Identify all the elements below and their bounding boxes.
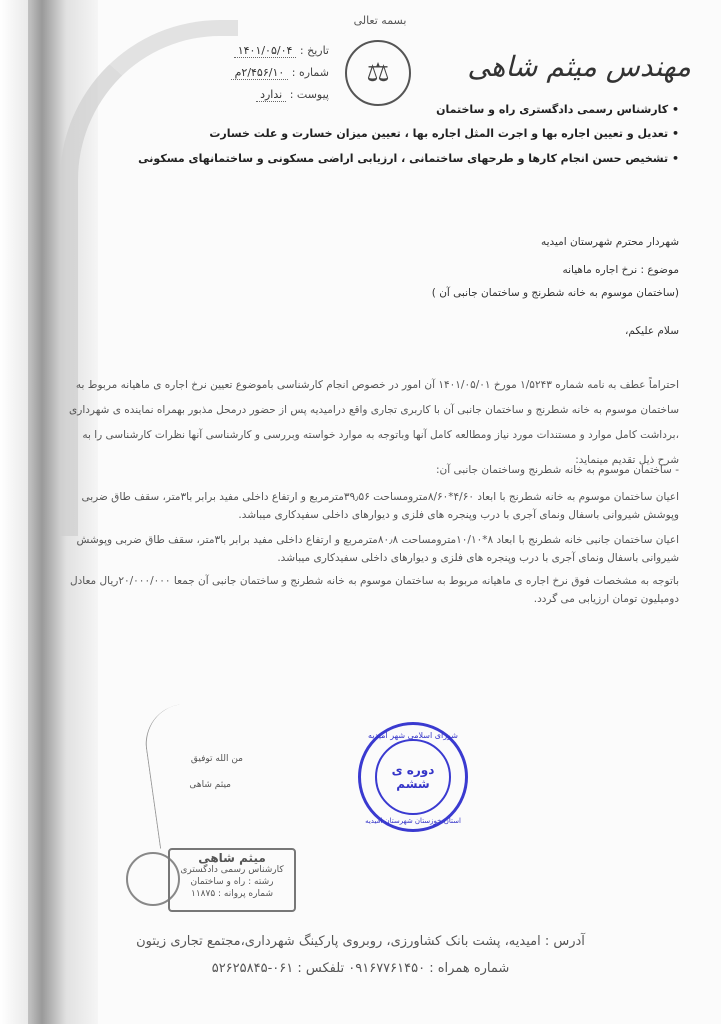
service-bullet: • تعدیل و تعیین اجاره بها و اجرت المثل اجاره بها ، تعیین میزان خسارت و علت خسارت bbox=[209, 127, 679, 140]
service-bullet: • کارشناس رسمی دادگستری راه و ساختمان bbox=[436, 103, 679, 116]
body-paragraph: اعیان ساختمان موسوم به خانه شطرنج با ابعاد ۴/۶۰*۸/۶۰مترومساحت ۳۹٫۵۶مترمربع و ارتفاع داخلی مفید برابر با۳متر، سقف طاق ضربی وپوشش شیروانی باسفال ونمای آجری با درب وپنجره های فلزی و دیوارهای داخلی سفیدکاری میباشد. bbox=[81, 491, 679, 521]
number-value: ۲/۴۵۶/۱۰م bbox=[231, 66, 289, 80]
council-seal bbox=[358, 722, 468, 832]
seal-top-text: شورای اسلامی شهر امیدیه bbox=[368, 731, 458, 740]
attachment-field bbox=[256, 88, 329, 101]
seal-bottom-text: استان خوزستان شهرستان امیدیه bbox=[365, 817, 461, 825]
body-paragraph: باتوجه به مشخصات فوق نرخ اجاره ی ماهیانه مربوط به ساختمان موسوم به خانه شطرنج و ساختمان جانبی آن جمعا ۲۰/۰۰۰/۰۰۰ریال معادل دومیلیون تومان ارزیابی می گردد. bbox=[69, 575, 679, 605]
stamp-name: میثم شاهی bbox=[198, 851, 266, 865]
footer-address: آدرس : امیدیه، پشت بانک کشاورزی، روبروی پارکینگ شهرداری،مجتمع تجاری زیتون bbox=[136, 934, 585, 949]
body-paragraph: احتراماً عطف به نامه شماره ۱/۵۲۴۳ مورخ ۱۴۰۱/۰۵/۰۱ آن امور در خصوص انجام کارشناسی باموضوع تعیین نرخ اجاره ی ماهیانه مربوط به ساختمان موسوم به خانه شطرنج و ساختمان جانبی آن با کاربری تجاری واقع درامیدیه پس از حضور درمحل مذبور بهمراه نماینده ی شهرداری ،برداشت کامل موارد و مستندات مورد نیاز ومطالعه کامل آنها وباتوجه به موارد خواسته وبررسی و کارشناسی آنها نظرات کارشناسی را به شرح ذیل تقدیم مینماید: bbox=[69, 379, 679, 466]
footer-phones: شماره همراه : ۰۹۱۶۷۷۶۱۴۵۰ تلفکس : ۰۶۱-۵۲۶۲۵۸۴۵ bbox=[211, 961, 510, 976]
bismillah: بسمه تعالی bbox=[353, 14, 407, 27]
stamp-license: شماره پروانه : ۱۱۸۷۵ bbox=[191, 889, 273, 899]
seal-center-text: دوره ی ششم bbox=[375, 739, 451, 815]
recipient: شهردار محترم شهرستان امیدیه bbox=[540, 236, 679, 248]
stamp-title: کارشناس رسمی دادگستری bbox=[180, 865, 284, 875]
date-field bbox=[234, 44, 329, 57]
number-label: شماره : bbox=[291, 66, 329, 79]
letterhead-name: مهندس میثم شاهی bbox=[467, 50, 691, 83]
date-value: ۱۴۰۱/۰۵/۰۴ bbox=[234, 44, 297, 58]
attachment-value: ندارد bbox=[256, 88, 286, 102]
judiciary-emblem-icon: ⚖ bbox=[345, 40, 411, 106]
body-paragraph: اعیان ساختمان جانبی خانه شطرنج با ابعاد ۸*۱۰/۱۰مترومساحت ۸۰٫۸مترمربع و ارتفاع داخلی مفید برابر با۳متر، سقف طاق ضربی وپوشش شیروانی باسفال ونمای آجری با درب وپنجره های فلزی و دیوارهای داخلی سفیدکاری میباشد. bbox=[76, 534, 679, 564]
attachment-label: پیوست : bbox=[289, 88, 329, 101]
number-field bbox=[231, 66, 329, 79]
subject: موضوع : نرخ اجاره ماهیانه bbox=[562, 264, 679, 276]
closing: من الله توفیق bbox=[190, 754, 243, 764]
scan-edge bbox=[0, 0, 30, 1024]
stamp-field: رشته : راه و ساختمان bbox=[190, 877, 274, 887]
signer-name: میثم شاهی bbox=[189, 780, 231, 790]
date-label: تاریخ : bbox=[299, 44, 329, 57]
greeting: سلام علیکم، bbox=[625, 325, 679, 337]
service-bullet: • تشخیص حسن انجام کارها و طرحهای ساختمانی ، ارزیابی اراضی مسکونی و ساختمانهای مسکونی bbox=[138, 152, 679, 165]
signature bbox=[141, 701, 221, 848]
body-paragraph: - ساختمان موسوم به خانه شطرنج وساختمان جانبی آن: bbox=[435, 464, 679, 476]
subject-detail: (ساختمان موسوم به خانه شطرنج و ساختمان جانبی آن ) bbox=[431, 287, 679, 299]
expert-stamp bbox=[168, 848, 296, 912]
